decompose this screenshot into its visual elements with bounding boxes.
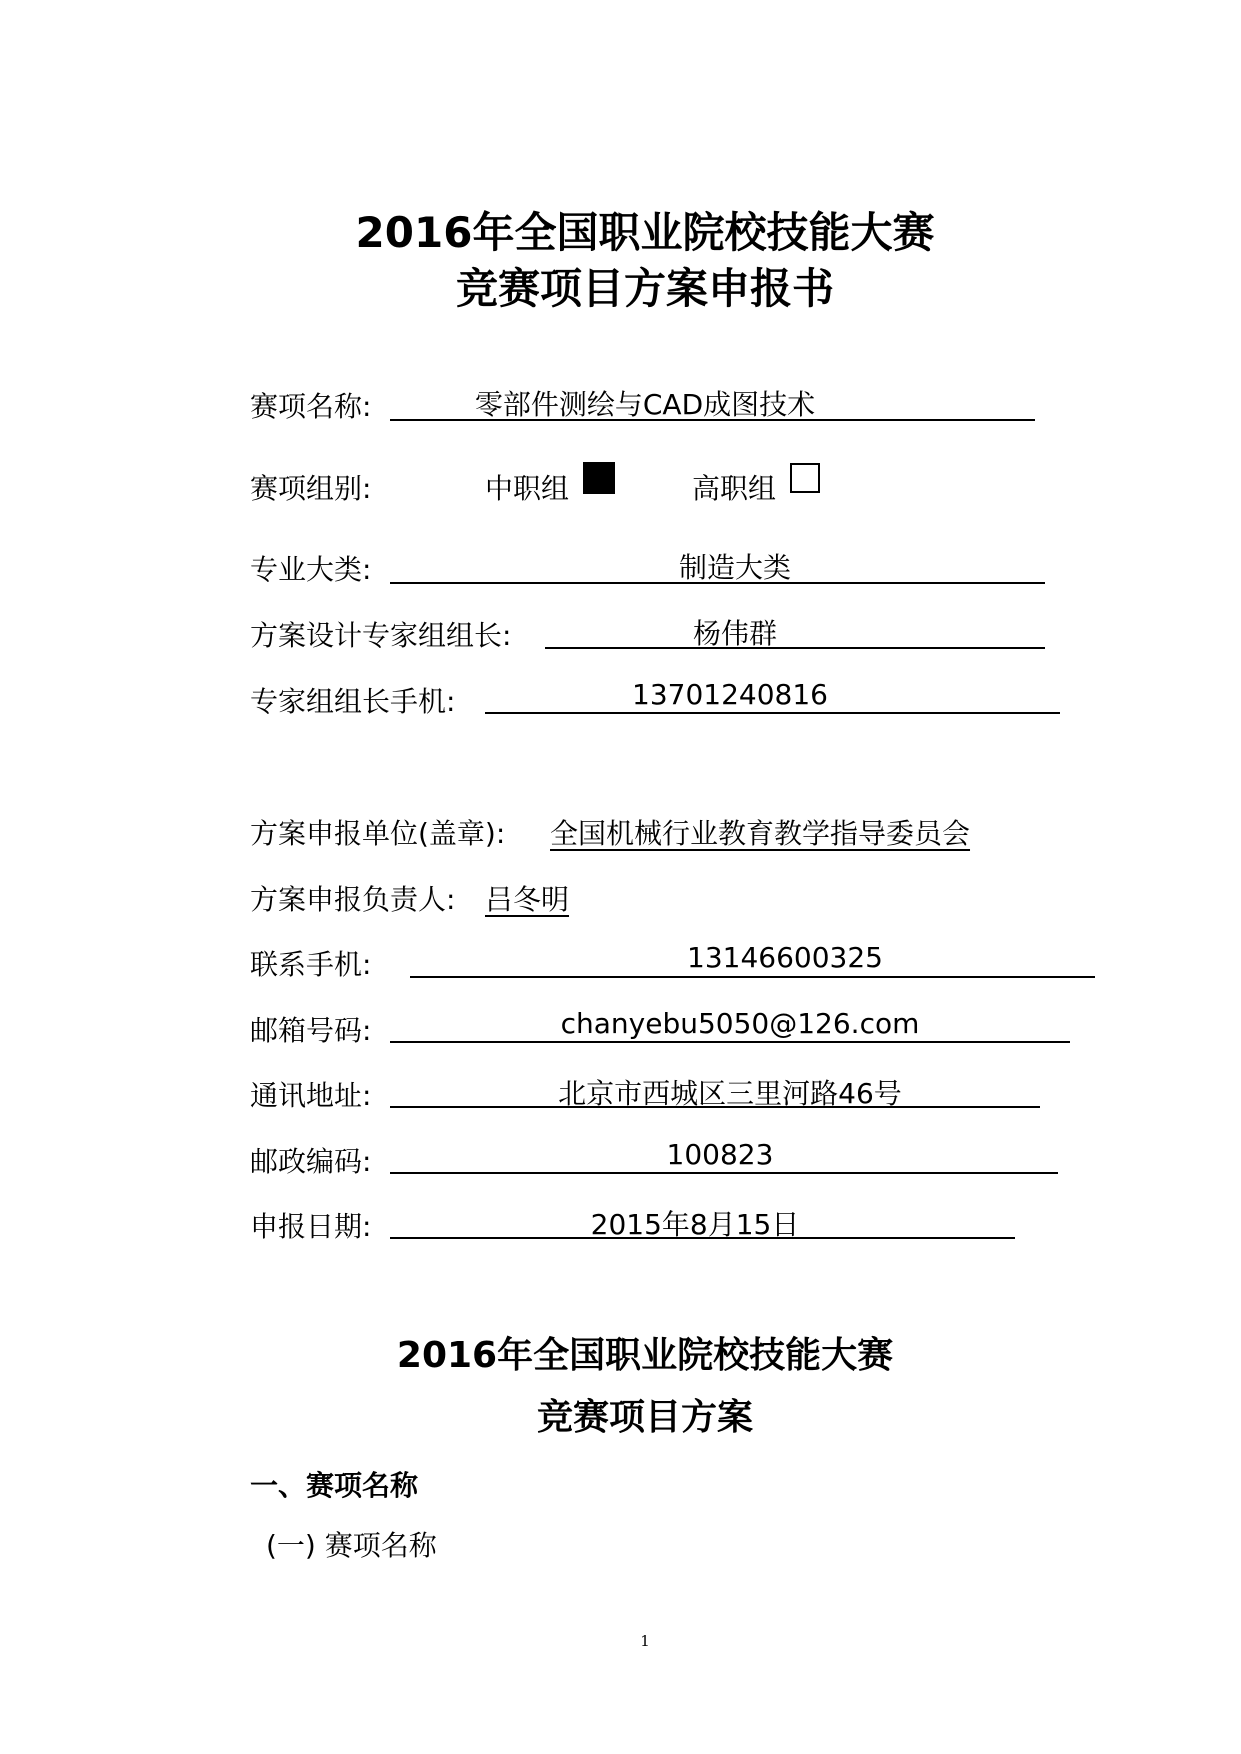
plan-title-line1: 2016年全国职业院校技能大赛: [396, 1335, 894, 1376]
email-underline: [390, 1041, 1070, 1043]
major-category-label: 专业大类:: [250, 553, 372, 586]
plan-title-line2: 竞赛项目方案: [536, 1397, 753, 1438]
postcode-underline: [390, 1172, 1058, 1174]
group-option-secondary-checkbox[interactable]: [583, 462, 615, 494]
expert-leader-label: 方案设计专家组组长:: [250, 619, 512, 652]
email-value: chanyebu5050@126.com: [560, 1007, 920, 1040]
subsection-1-heading: (一) 赛项名称: [266, 1529, 437, 1562]
date-value: 2015年8月15日: [590, 1208, 800, 1241]
cover-title-line1: 2016年全国职业院校技能大赛: [355, 208, 935, 257]
group-option-secondary-label: 中职组: [485, 472, 570, 505]
cover-title-line2: 竞赛项目方案申报书: [455, 264, 834, 313]
postcode-label: 邮政编码:: [250, 1145, 372, 1178]
leader-phone-label: 专家组组长手机:: [250, 685, 456, 718]
applicant-person-label: 方案申报负责人:: [250, 883, 456, 916]
applicant-unit-label: 方案申报单位(盖章):: [250, 817, 506, 850]
event-group-label: 赛项组别:: [250, 472, 372, 505]
event-name-label: 赛项名称:: [250, 390, 372, 423]
date-label: 申报日期:: [250, 1210, 372, 1243]
expert-leader-value: 杨伟群: [692, 617, 777, 650]
group-option-higher-checkbox[interactable]: [790, 463, 820, 493]
section-1-heading: 一、赛项名称: [250, 1469, 419, 1502]
group-option-higher-label: 高职组: [692, 472, 777, 505]
email-label: 邮箱号码:: [250, 1014, 372, 1047]
contact-phone-label: 联系手机:: [250, 948, 372, 981]
address-value: 北京市西城区三里河路46号: [558, 1077, 902, 1110]
page-number: 1: [640, 1632, 650, 1650]
leader-phone-value: 13701240816: [632, 678, 828, 711]
major-category-value: 制造大类: [678, 551, 791, 584]
leader-phone-underline: [485, 712, 1060, 714]
applicant-person-value: 吕冬明: [485, 883, 570, 916]
contact-phone-underline: [410, 976, 1095, 978]
postcode-value: 100823: [666, 1138, 774, 1171]
address-label: 通讯地址:: [250, 1079, 372, 1112]
event-name-value: 零部件测绘与CAD成图技术: [474, 388, 816, 421]
contact-phone-value: 13146600325: [687, 941, 883, 974]
applicant-unit-value: 全国机械行业教育教学指导委员会: [550, 817, 971, 850]
